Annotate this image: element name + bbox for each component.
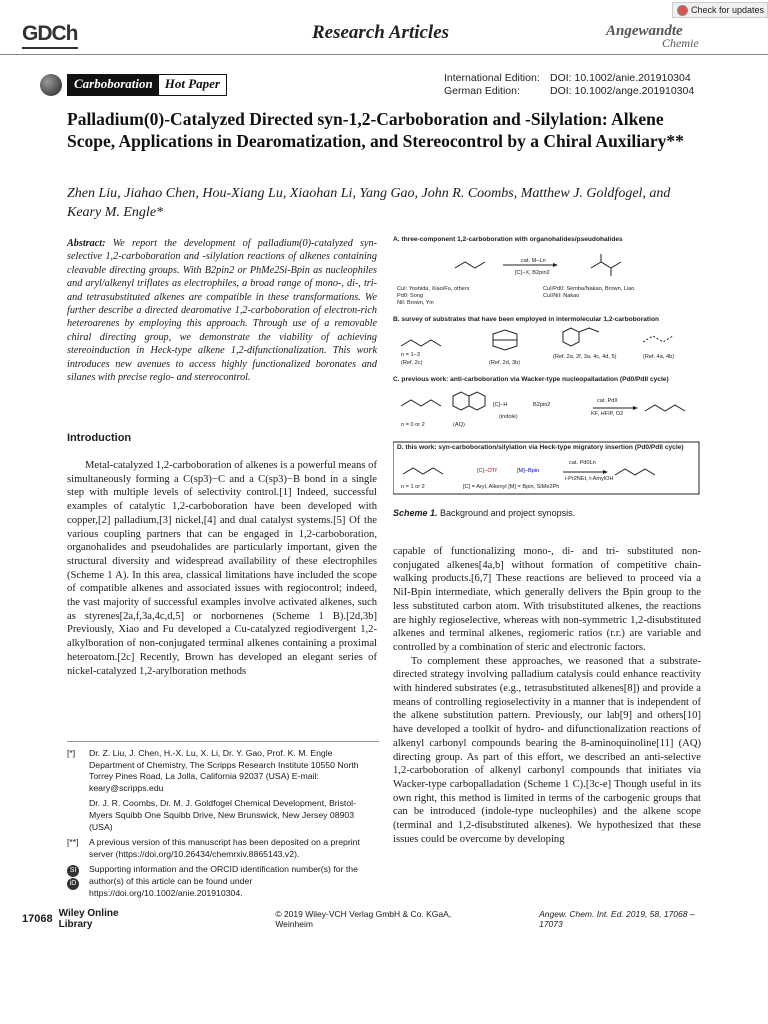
scheme-b-ref: (Ref. 2d, 3b): [489, 360, 521, 366]
product-structure: [591, 262, 621, 268]
affiliation-mark: [*]: [67, 748, 76, 758]
scheme-b-ref: (Ref. 4a, 4b): [643, 354, 675, 360]
doi-edition: German Edition:: [444, 85, 520, 97]
vinyl-group: [579, 328, 599, 332]
ref-line: Pd0: Song: [397, 293, 424, 299]
scheme-d-heading: D. this work: syn-carboboration/silylation via Heck-type migratory insertion (Pd0/PdII cycle): [397, 444, 684, 451]
abstract: [67, 237, 377, 384]
scheme-c-reagent: (AQ): [453, 422, 465, 428]
scheme-c-heading: C. previous work: anti-carboboration via Wacker-type nucleopalladation (Pd0/PdII cycle): [393, 376, 669, 383]
d-product: [615, 469, 655, 475]
affiliation-item: [67, 837, 379, 860]
affiliation-item: [67, 864, 379, 899]
quinoline-ring: [453, 392, 469, 410]
wiley-online-library[interactable]: Wiley Online Library: [58, 908, 119, 930]
scheme-a-heading: A. three-component 1,2-carboboration with organohalides/pseudohalides: [393, 236, 623, 243]
intro-heading: Introduction: [67, 432, 132, 444]
scheme-caption-text: Background and project synopsis.: [440, 508, 576, 518]
reaction-arrowhead: [603, 470, 608, 474]
scheme-d-cond-bottom: i-Pr2NEt, t-AmylOH: [565, 476, 614, 482]
intro-paragraph: Metal-catalyzed 1,2-carboboration of alkenes is a powerful means of simultaneously forming a C(sp3)−C and a C(sp3)−B bond in a single step with multiple levels of selectivity control.[1] Indeed, successful examples of catalytic 1,2-carboboration have been developed with copper,[2] palladium,[3] nickel,[4] and dual catalyst systems.[5] Of the various coupling partners that can be engaged in 1,2-carboboration, organohalides and pseudohalides are particularly important, given the structural diversity and widespread availability of these electrophiles (Scheme 1 A). In this area, classical limitations have included the scope of compatible alkenes and associated issues with regiocontrol; indeed, the vast majority of successful examples involve activated alkenes, such as styrenes[2a,f,3a,4c,d,5] or norbornenes (Scheme 1 B).[2d,3b] Previously, Xiao and Fu developed a Cu-catalyzed regiodivergent 1,2-alkylboration of non-conjugated terminal alkenes containing a proximal heteroatom.[2c] Recently, Brown has developed an elegant series of nickel-catalyzed 1,2-arylboration methods: [67, 460, 377, 677]
ref-line: CuI/NiI: Nakao: [543, 293, 580, 299]
scheme-c-cond-bottom: KF, HFIP, O2: [591, 411, 624, 417]
affiliation-mark: [**]: [67, 837, 79, 848]
scheme-c-reagent: (indole): [499, 414, 518, 420]
scheme-d-reagent: n = 1 or 2: [401, 484, 425, 490]
affiliation-text: Supporting information and the ORCID identification number(s) for the author(s) of this article can be found under https://doi.org/10.1002/anie.201910304.: [89, 864, 358, 898]
ref-line: NiI: Brown, Yin: [397, 300, 434, 306]
affiliation-item: [67, 748, 379, 794]
angewandte-logo-name: Angewandte: [606, 23, 683, 39]
update-badge-icon: [677, 5, 688, 16]
styrene-ring: [563, 328, 579, 346]
c-product: [645, 405, 685, 411]
affiliation-mark: [67, 798, 89, 833]
abstract-text: We report the development of palladium(0)-catalyzed syn-selective 1,2-carboboration and -silylation reactions of alkenes containing cleavable directing groups. With B2pin2 or PhMe2Si-Bpin as nucleophiles and aryl/alkenyl triflates as electrophiles, a broad range of mono-, di-, tri- and tetrasubstituted alkenes are compatible in these transformations. We further describe a directed dearomative 1,2-carboboration of electron-rich heteroarenes by employing this approach. Through use of a removable chiral directing group, we demonstrate the viability of achieving stereoinduction in Heck-type alkene 1,2-difunctionalization. This work introduces new avenues to access highly functionalized boronates and silanes with precise regio- and stereocontrol.: [67, 238, 378, 384]
doi-row: [444, 85, 694, 98]
d-substrate: [403, 468, 443, 474]
scheme-c-reagent: B2pin2: [533, 402, 551, 408]
doi-row: [444, 72, 694, 85]
scheme-d-reagent: [M]−Bpin: [517, 468, 540, 474]
ad-substrate: [401, 400, 441, 406]
quinoline-ring: [469, 392, 485, 410]
category-hot-paper: Hot Paper: [159, 75, 226, 95]
affiliation-text: Dr. J. R. Coombs, Dr. M. J. Goldfogel Chemical Development, Bristol-Myers Squibb One Squibb Drive, New Brunswick, New Jersey 08903 (USA): [89, 798, 356, 832]
scheme-b-ref: n = 1−3: [401, 352, 420, 358]
doi-edition: International Edition:: [444, 72, 540, 84]
ref-line: CuI/Pd0: Semba/Nakao, Brown, Liao: [543, 286, 635, 292]
scheme-caption-label: Scheme 1.: [393, 508, 438, 518]
scheme-a-refs-left: [397, 286, 469, 307]
body-paragraph: To complement these approaches, we reasoned that a substrate-directed strategy involving palladium catalysis could enhance reactivity with hindered substrates (e.g., tetrasubstituted alkenes[8]) and provide a means of controlling regioselectivity in a manner that is independent of the alkene substitution pattern. Previously, our lab[9] and others[10] have developed a toolkit of hydro- and difunctionalization reactions of alkenyl carbonyl compounds bearing the 8-aminoquinoline[11] (AQ) directing group. As part of this effort, we described an anti-selective 1,2-carboboration of alkenyl carbonyl compounds that initiates via Wacker-type carbopalladation (Scheme 1 C).[3c-e] Though useful in its own right, this method is limited in terms of the carbogenic groups that can be introduced (indole-type nucleophiles) and the alkene scope (terminal and 1,2-disubstituted alkenes). We hypothesized that these issues could be overcome by developing: [393, 655, 701, 845]
scheme-b-ref: (Ref. 2a, 2f, 3a, 4c, 4d, 5): [553, 354, 617, 360]
scheme-d-reagent: [C]−OTf: [477, 468, 497, 474]
page-footer: [22, 908, 702, 930]
doi-link[interactable]: DOI: 10.1002/ange.201910304: [550, 85, 695, 97]
scheme-c-reagent: [C]−H: [493, 402, 508, 408]
scheme-d-reagent: [C] = Aryl, Alkenyl [M] = Bpin, SiMe2Ph: [463, 484, 560, 490]
ref-line: CuI: Yoshida, Xiao/Fu, others: [397, 286, 470, 292]
paper-title: Palladium(0)-Catalyzed Directed syn-1,2-Carboboration and -Silylation: Alkene Scope, Applications in Dearomatization, and Stereocontrol by a Chiral Auxiliary**: [67, 109, 684, 151]
affiliation-text: Dr. Z. Liu, J. Chen, H.-X. Lu, X. Li, Dr. Y. Gao, Prof. K. M. Engle Department of Chemistry, The Scripps Research Institute 10550 North Torrey Pines Road, La Jolla, California 92037 (USA) E-mail: keary@scripps.edu: [89, 748, 359, 793]
doi-link[interactable]: DOI: 10.1002/anie.201910304: [550, 72, 691, 84]
copyright: © 2019 Wiley-VCH Verlag GmbH & Co. KGaA, Weinheim: [275, 909, 452, 929]
check-for-updates-button[interactable]: [672, 2, 768, 18]
author-list: Zhen Liu, Jiahao Chen, Hou-Xiang Lu, Xiaohan Li, Yang Gao, John R. Coombs, Matthew J. Goldfogel, and Keary M. Engle*: [67, 186, 671, 220]
category-carboboration: Carboboration: [68, 75, 159, 95]
scheme-1-figure: [393, 236, 701, 501]
reaction-arrowhead: [553, 263, 558, 267]
gdch-logo: GDCh: [22, 22, 78, 45]
body-paragraph: capable of functionalizing mono-, di- and tri- substituted non-conjugated alkenes[4a,b] without formation of competitive chain-walking products.[6,7] These reactions are believed to proceed via a NiI-Bpin intermediate, which generally delivers the Bpin group to the less substituted carbon atom. With trisubstituted alkenes, the reactions are highly regioselective, whereas with non-symmetric 1,2-disubstituted alkenes and terminal alkenes, regiomeric ratios (r.r.) are variable and controlled by a combination of steric and electronic factors.: [393, 546, 701, 653]
scheme-caption: [393, 508, 575, 518]
scheme-structures: [393, 246, 701, 496]
right-column-text: [393, 545, 701, 846]
affiliations: [67, 741, 379, 903]
affiliation-item: [67, 798, 379, 833]
supporting-info-icon[interactable]: SI: [67, 865, 79, 877]
scheme-a-cond-top: cat. M−Ln: [521, 258, 546, 264]
scheme-a-refs-right: [543, 286, 634, 300]
angewandte-logo-chemie: Chemie: [662, 36, 699, 50]
scheme-c-reagent: n = 0 or 2: [401, 422, 425, 428]
doi-block: [444, 72, 694, 98]
scheme-a-cond-bottom: [C]−X, B2pin2: [515, 270, 550, 276]
check-updates-label: Check for updates: [691, 5, 765, 15]
hot-paper-icon: [40, 74, 62, 96]
affiliation-icons: [67, 864, 89, 899]
orcid-icon[interactable]: iD: [67, 878, 79, 890]
category-tag: [67, 74, 227, 96]
section-title: Research Articles: [312, 22, 450, 43]
scheme-b-heading: B. survey of substrates that have been employed in intermolecular 1,2-carboboration: [393, 316, 660, 323]
affiliation-text: A previous version of this manuscript has been deposited on a preprint server (https://doi.org/10.26434/chemrxiv.8865143.v2).: [89, 837, 360, 859]
homoallyl-substrate: [401, 340, 441, 346]
cyclic-alkene: [643, 336, 673, 342]
reaction-arrowhead: [633, 406, 638, 410]
scheme-b-ref: (Ref. 2c): [401, 360, 423, 366]
angewandte-logo: [606, 22, 710, 50]
page-number: 17068: [22, 913, 53, 925]
scheme-c-cond-top: cat. PdII: [597, 398, 618, 404]
gdch-logo-underline: [22, 47, 78, 49]
abstract-label: Abstract:: [67, 238, 106, 249]
scheme-d-cond-top: cat. Pd0Ln: [569, 460, 596, 466]
journal-citation: Angew. Chem. Int. Ed. 2019, 58, 17068 – 17073: [539, 909, 695, 929]
alkene-structure: [455, 262, 485, 268]
